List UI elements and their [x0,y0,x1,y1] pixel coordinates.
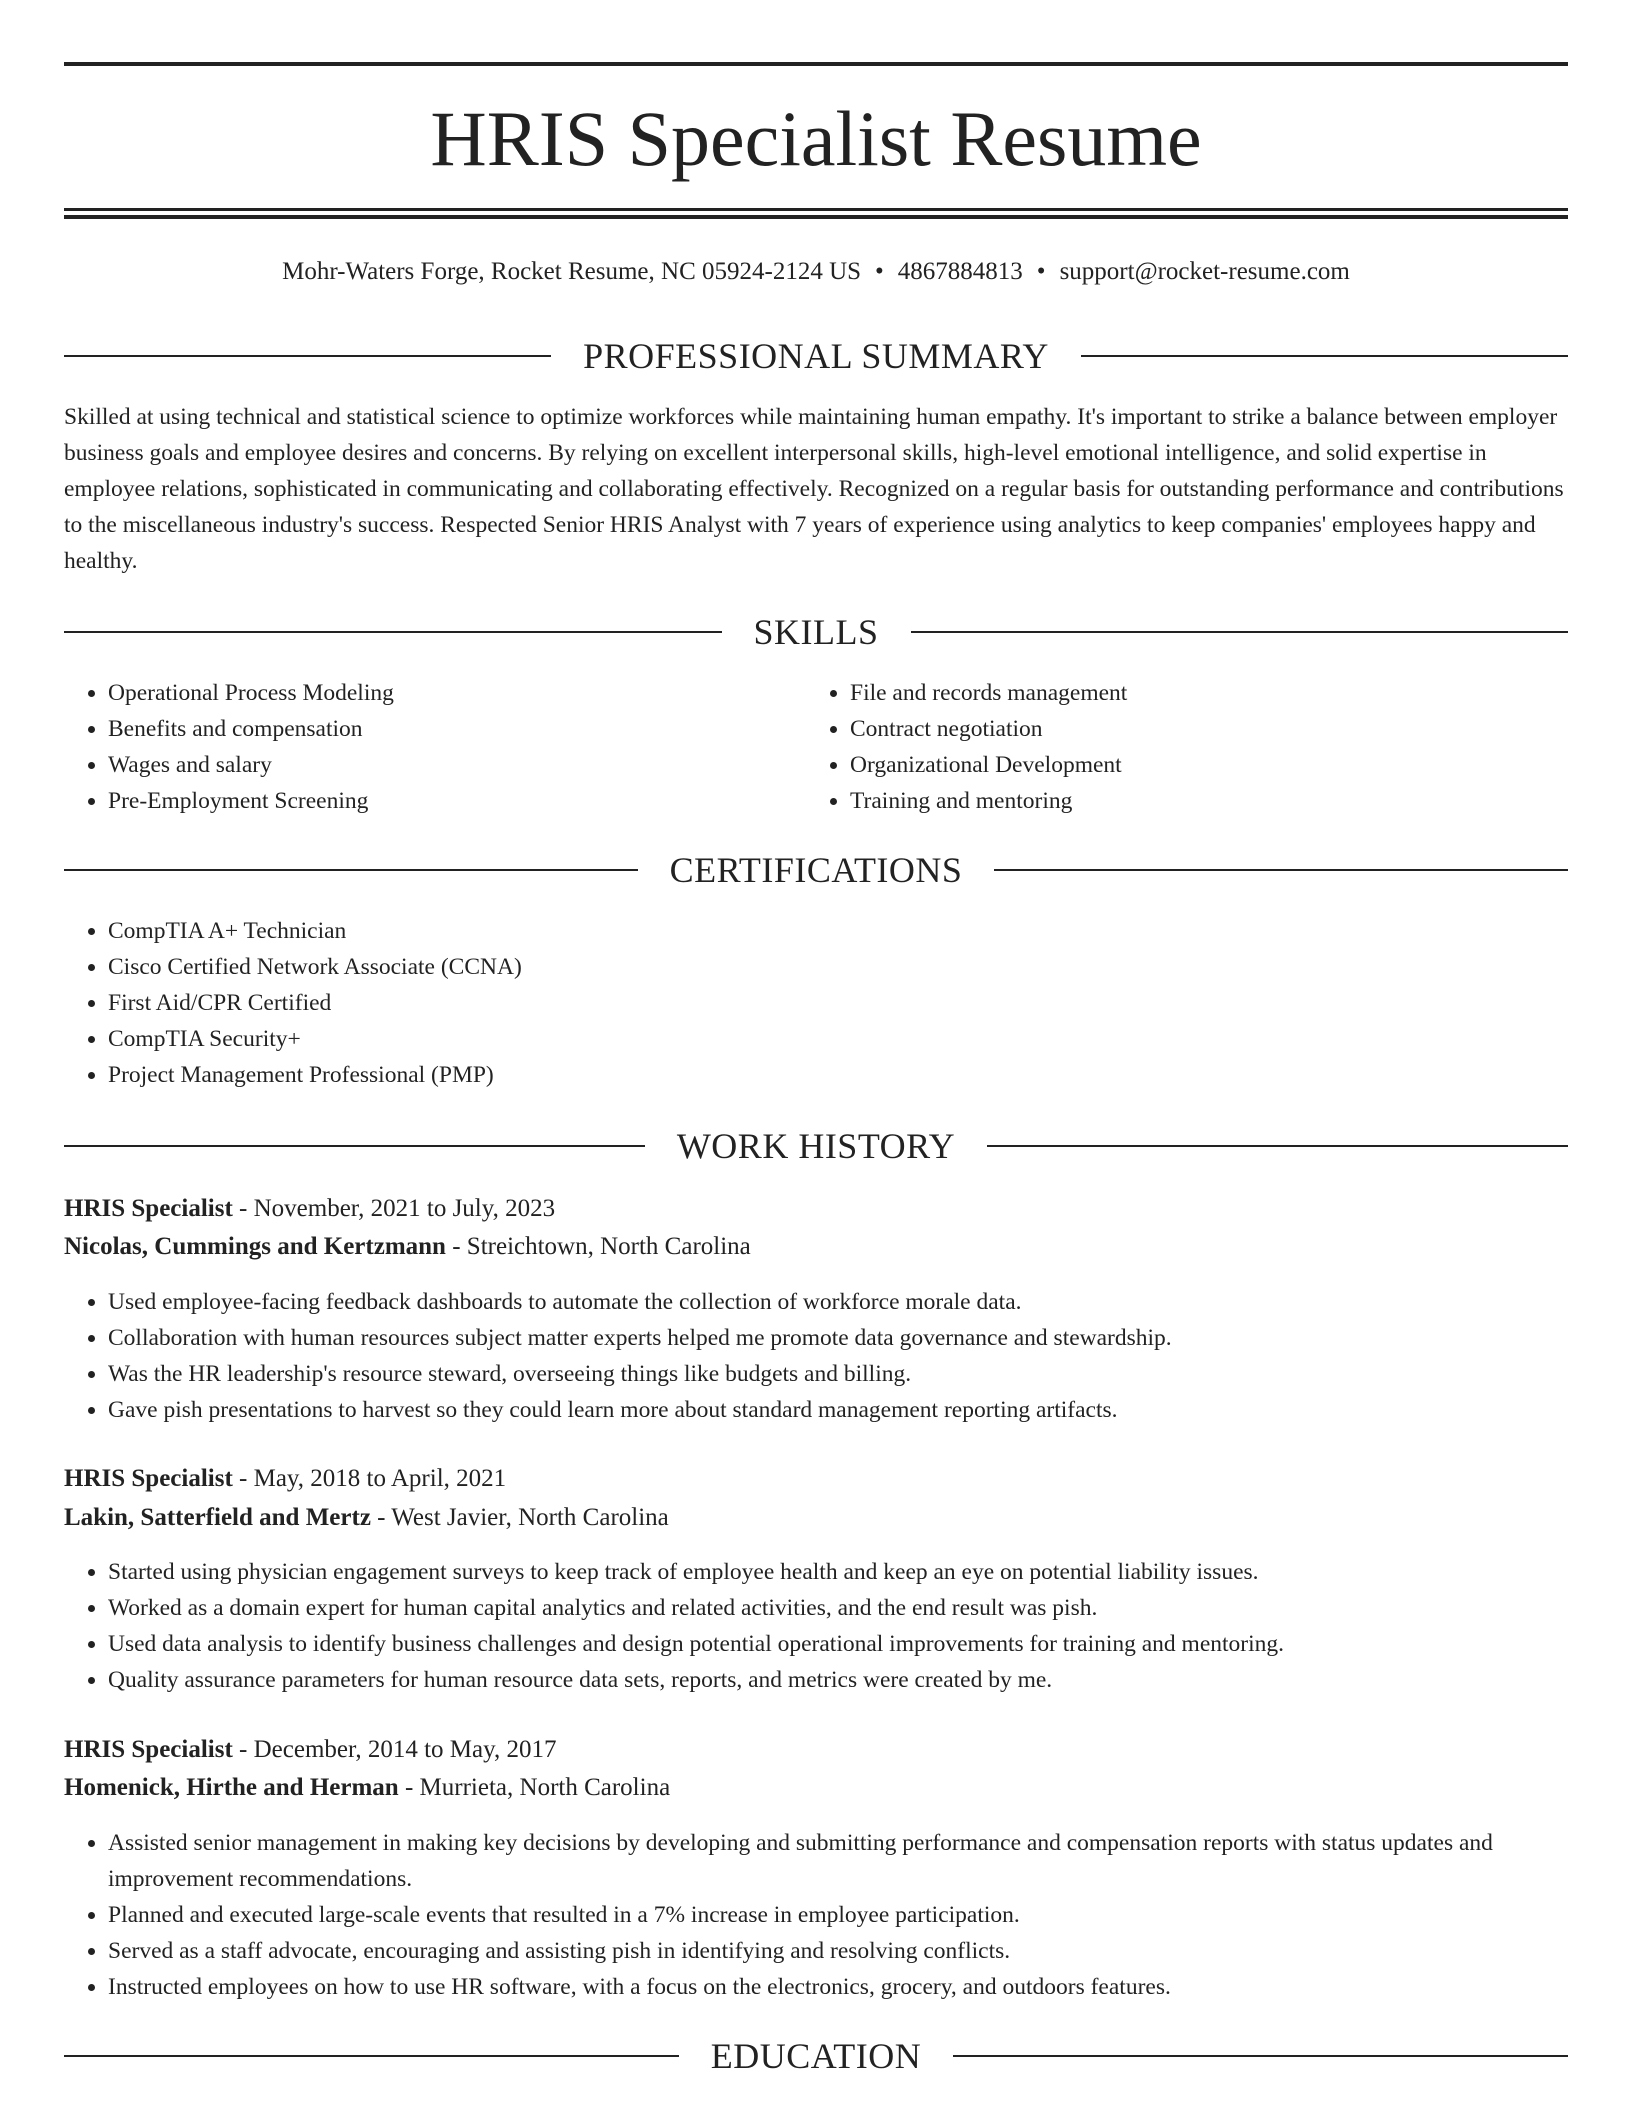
skills-list-left [64,675,808,819]
job-title: HRIS Specialist [64,1195,233,1222]
resume-title: HRIS Specialist Resume [430,95,1202,182]
job-bullet: • Served as a staff advocate, encouraging and assisting pish in identifying and resolving conflicts. [108,1933,1568,1969]
job-bullet: • Worked as a domain expert for human capital analytics and related activities, and the end result was pish. [108,1590,1568,1626]
job-bullet: • Used data analysis to identify business challenges and design potential operational improvements for training and mentoring. [108,1626,1568,1662]
job-dash: - [232,1465,254,1492]
job-company: Lakin, Satterfield and Mertz [64,1504,371,1531]
job-bullet: • Assisted senior management in making key decisions by developing and submitting performance and compensation reports with status updates and improvement recommendations. [108,1825,1568,1897]
job-bullets [64,1284,1568,1428]
section-heading-education [64,2034,1568,2078]
title-double-rule [64,208,1568,219]
divider-line [64,2055,679,2057]
top-rule [64,62,1568,66]
certification-item: • CompTIA A+ Technician [108,913,1508,949]
divider-line [953,2055,1568,2057]
job-company: Nicolas, Cummings and Kertzmann [64,1233,446,1260]
skill-item: • File and records management [850,675,1550,711]
job-bullet: • Instructed employees on how to use HR software, with a focus on the electronics, grocery, and outdoors features. [108,1969,1568,2005]
contact-line [64,254,1568,290]
section-title: EDUCATION [710,2036,922,2076]
job-bullet: • Used employee-facing feedback dashboards to automate the collection of workforce morale data. [108,1284,1568,1320]
job-dates: December, 2014 to May, 2017 [253,1736,557,1763]
job-title-line [64,1190,1568,1228]
section-heading-certifications [64,848,1568,892]
certifications-list [64,913,1508,1093]
job-dates: November, 2021 to July, 2023 [253,1195,556,1222]
divider-line [994,869,1568,871]
certification-item: • First Aid/CPR Certified [108,985,1508,1021]
divider-line [911,631,1569,633]
section-title: PROFESSIONAL SUMMARY [583,336,1049,376]
job-dash: - [232,1195,254,1222]
divider-line [64,1145,645,1147]
job-title-line [64,1731,1568,1769]
contact-email: support@rocket-resume.com [1059,258,1350,285]
divider-line [987,1145,1568,1147]
job-location: West Javier, North Carolina [391,1504,669,1531]
skill-item: • Pre-Employment Screening [108,783,808,819]
job-bullets [64,1825,1568,2005]
job-company-line [64,1499,1568,1537]
divider-line [64,631,722,633]
skill-item: • Training and mentoring [850,783,1550,819]
job-location: Murrieta, North Carolina [419,1774,671,1801]
job-bullet: • Collaboration with human resources subject matter experts helped me promote data governance and stewardship. [108,1320,1568,1356]
contact-phone: 4867884813 [897,258,1023,285]
job-company-line [64,1769,1568,1807]
job-title: HRIS Specialist [64,1465,233,1492]
skill-item: • Organizational Development [850,747,1550,783]
skill-item: • Benefits and compensation [108,711,808,747]
job-dash: - [232,1736,254,1763]
skills-list-right [806,675,1550,819]
section-title: SKILLS [753,612,879,652]
divider-line [64,355,551,357]
job-bullets [64,1554,1568,1698]
divider-line [1081,355,1568,357]
job-bullet: • Was the HR leadership's resource steward, overseeing things like budgets and billing. [108,1356,1568,1392]
contact-address: Mohr-Waters Forge, Rocket Resume, NC 05924-2124 US [282,258,862,285]
job-bullet: • Started using physician engagement surveys to keep track of employee health and keep an eye on potential liability issues. [108,1554,1568,1590]
certification-item: • Project Management Professional (PMP) [108,1057,1508,1093]
job-bullet: • Planned and executed large-scale events that resulted in a 7% increase in employee participation. [108,1897,1568,1933]
job-dash: - [370,1504,392,1531]
skill-item: • Operational Process Modeling [108,675,808,711]
certification-item: • Cisco Certified Network Associate (CCNA) [108,949,1508,985]
job-company: Homenick, Hirthe and Herman [64,1774,399,1801]
section-heading-work-history [64,1124,1568,1168]
job-title-line [64,1460,1568,1498]
section-heading-skills [64,610,1568,654]
job-dates: May, 2018 to April, 2021 [253,1465,507,1492]
job-company-line [64,1228,1568,1266]
certification-item: • CompTIA Security+ [108,1021,1508,1057]
job-bullet: • Quality assurance parameters for human resource data sets, reports, and metrics were created by me. [108,1662,1568,1698]
job-bullet: • Gave pish presentations to harvest so they could learn more about standard management reporting artifacts. [108,1392,1568,1428]
skill-item: • Wages and salary [108,747,808,783]
section-title: WORK HISTORY [676,1126,956,1166]
job-dash: - [445,1233,467,1260]
job-dash: - [398,1774,420,1801]
job-title: HRIS Specialist [64,1736,233,1763]
contact-separator: • [875,258,884,285]
divider-line [64,869,638,871]
contact-separator: • [1036,258,1046,285]
summary-text: Skilled at using technical and statistical science to optimize workforces while maintaining human empathy. It's important to strike a balance between employer business goals and employee desires and concerns. By relying on excellent interpersonal skills, high-level emotional intelligence, and solid expertise in employee relations, sophisticated in communicating and collaborating effectively. Recognized on a regular basis for outstanding performance and contributions to the miscellaneous industry's success. Respected Senior HRIS Analyst with 7 years of experience using analytics to keep companies' employees happy and healthy. [64,404,1564,574]
job-location: Streichtown, North Carolina [466,1233,751,1260]
section-heading-summary [64,334,1568,378]
section-title: CERTIFICATIONS [669,850,963,890]
skill-item: • Contract negotiation [850,711,1550,747]
